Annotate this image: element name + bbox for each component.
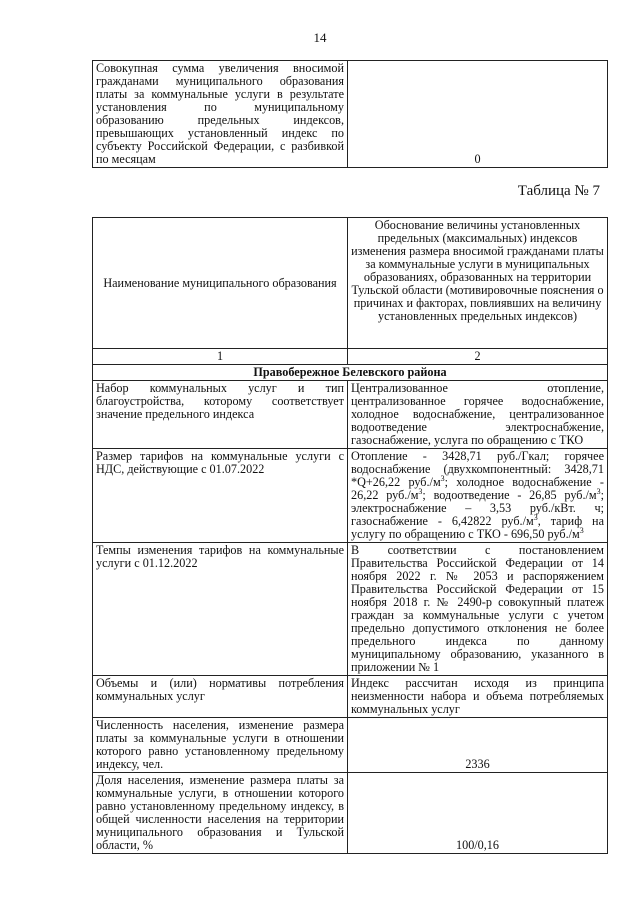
row-value: Индекс рассчитан исходя из принципа неизменности набора и объема потребляемых коммунальных услуг	[348, 676, 608, 718]
table-row	[93, 676, 608, 718]
justification-table	[92, 217, 608, 854]
row-value: 2336	[348, 718, 608, 773]
tariff-text-c: ; водоотведение - 26,85 руб./м	[422, 488, 597, 502]
tariff-text-b: ; холодное водоснабжение - 26,22 руб./м	[351, 475, 604, 502]
table-row	[93, 381, 608, 449]
superscript: 3	[440, 473, 445, 483]
column-number-2: 2	[348, 349, 608, 365]
header-municipality: Наименование муниципального образования	[93, 218, 348, 349]
tariff-text-d: ; электроснабжение – 3,53 руб./кВт. ч; газоснабжение - 6,42822 руб./м	[351, 488, 604, 528]
row-label: Численность населения, изменение размера платы за коммунальные услуги в отношении которого равно установленному предельному индексу, чел.	[93, 718, 348, 773]
row-value: Централизованное отопление, централизованное горячее водоснабжение, холодное водоснабжение, централизованное водоотведение электроснабжение, газоснабжение, услуга по обращению с ТКО	[348, 381, 608, 449]
column-number-1: 1	[93, 349, 348, 365]
row-label: Темпы изменения тарифов на коммунальные услуги с 01.12.2022	[93, 543, 348, 676]
header-justification: Обоснование величины установленных предельных (максимальных) индексов изменения размера вносимой гражданами платы за коммунальные услуги в муниципальных образованиях, образованных на территории Тульской области (мотивировочные пояснения о причинах и факторах, повлиявших на величину установленных предельных индексов)	[348, 218, 608, 349]
table-caption: Таблица № 7	[517, 183, 600, 199]
superscript: 3	[418, 486, 423, 496]
region-name: Правобережное Белевского района	[93, 365, 608, 381]
row-label: Набор коммунальных услуг и тип благоустройства, которому соответствует значение предельного индекса	[93, 381, 348, 449]
row-label: Размер тарифов на коммунальные услуги с НДС, действующие с 01.07.2022	[93, 449, 348, 543]
tariff-text-e: , тариф на услугу по обращению с ТКО - 696,50 руб./м	[351, 514, 604, 541]
superscript: 3	[579, 525, 584, 535]
summary-value: 0	[348, 61, 608, 168]
row-value: В соответствии с постановлением Правительства Российской Федерации от 14 ноября 2022 г. № 2053 и распоряжением Правительства Российской Федерации от 15 ноября 2018 г. № 2490-р совокупный платеж граждан за коммунальные услуги с учетом предельно допустимого отклонения не более предельного индекса по данному муниципальному образованию, указанного в приложении № 1	[348, 543, 608, 676]
summary-label: Совокупная сумма увеличения вносимой гражданами муниципального образования платы за коммунальные услуги в результате установления по муниципальному образованию предельных индексов, превышающих установленный индекс по субъекту Российской Федерации, с разбивкой по месяцам	[93, 61, 348, 168]
table-row	[93, 449, 608, 543]
header-row	[93, 218, 608, 349]
superscript: 3	[533, 512, 538, 522]
row-value	[348, 449, 608, 543]
table-row	[93, 773, 608, 854]
row-label: Объемы и (или) нормативы потребления коммунальных услуг	[93, 676, 348, 718]
row-value: 100/0,16	[348, 773, 608, 854]
table-row	[93, 543, 608, 676]
superscript: 3	[596, 486, 601, 496]
column-numbers-row	[93, 349, 608, 365]
table-row	[93, 718, 608, 773]
tariff-text-a: Отопление - 3428,71 руб./Гкал; горячее водоснабжение (двухкомпонентный: 3428,71 *Q+26,22 руб./м	[351, 449, 604, 489]
page-number: 14	[313, 30, 327, 45]
summary-table	[92, 60, 608, 168]
row-label: Доля населения, изменение размера платы за коммунальные услуги, в отношении которого равно установленному предельному индексу, в общей численности населения на территории муниципального образования и Тульской области, %	[93, 773, 348, 854]
table-row	[93, 61, 608, 168]
region-row	[93, 365, 608, 381]
